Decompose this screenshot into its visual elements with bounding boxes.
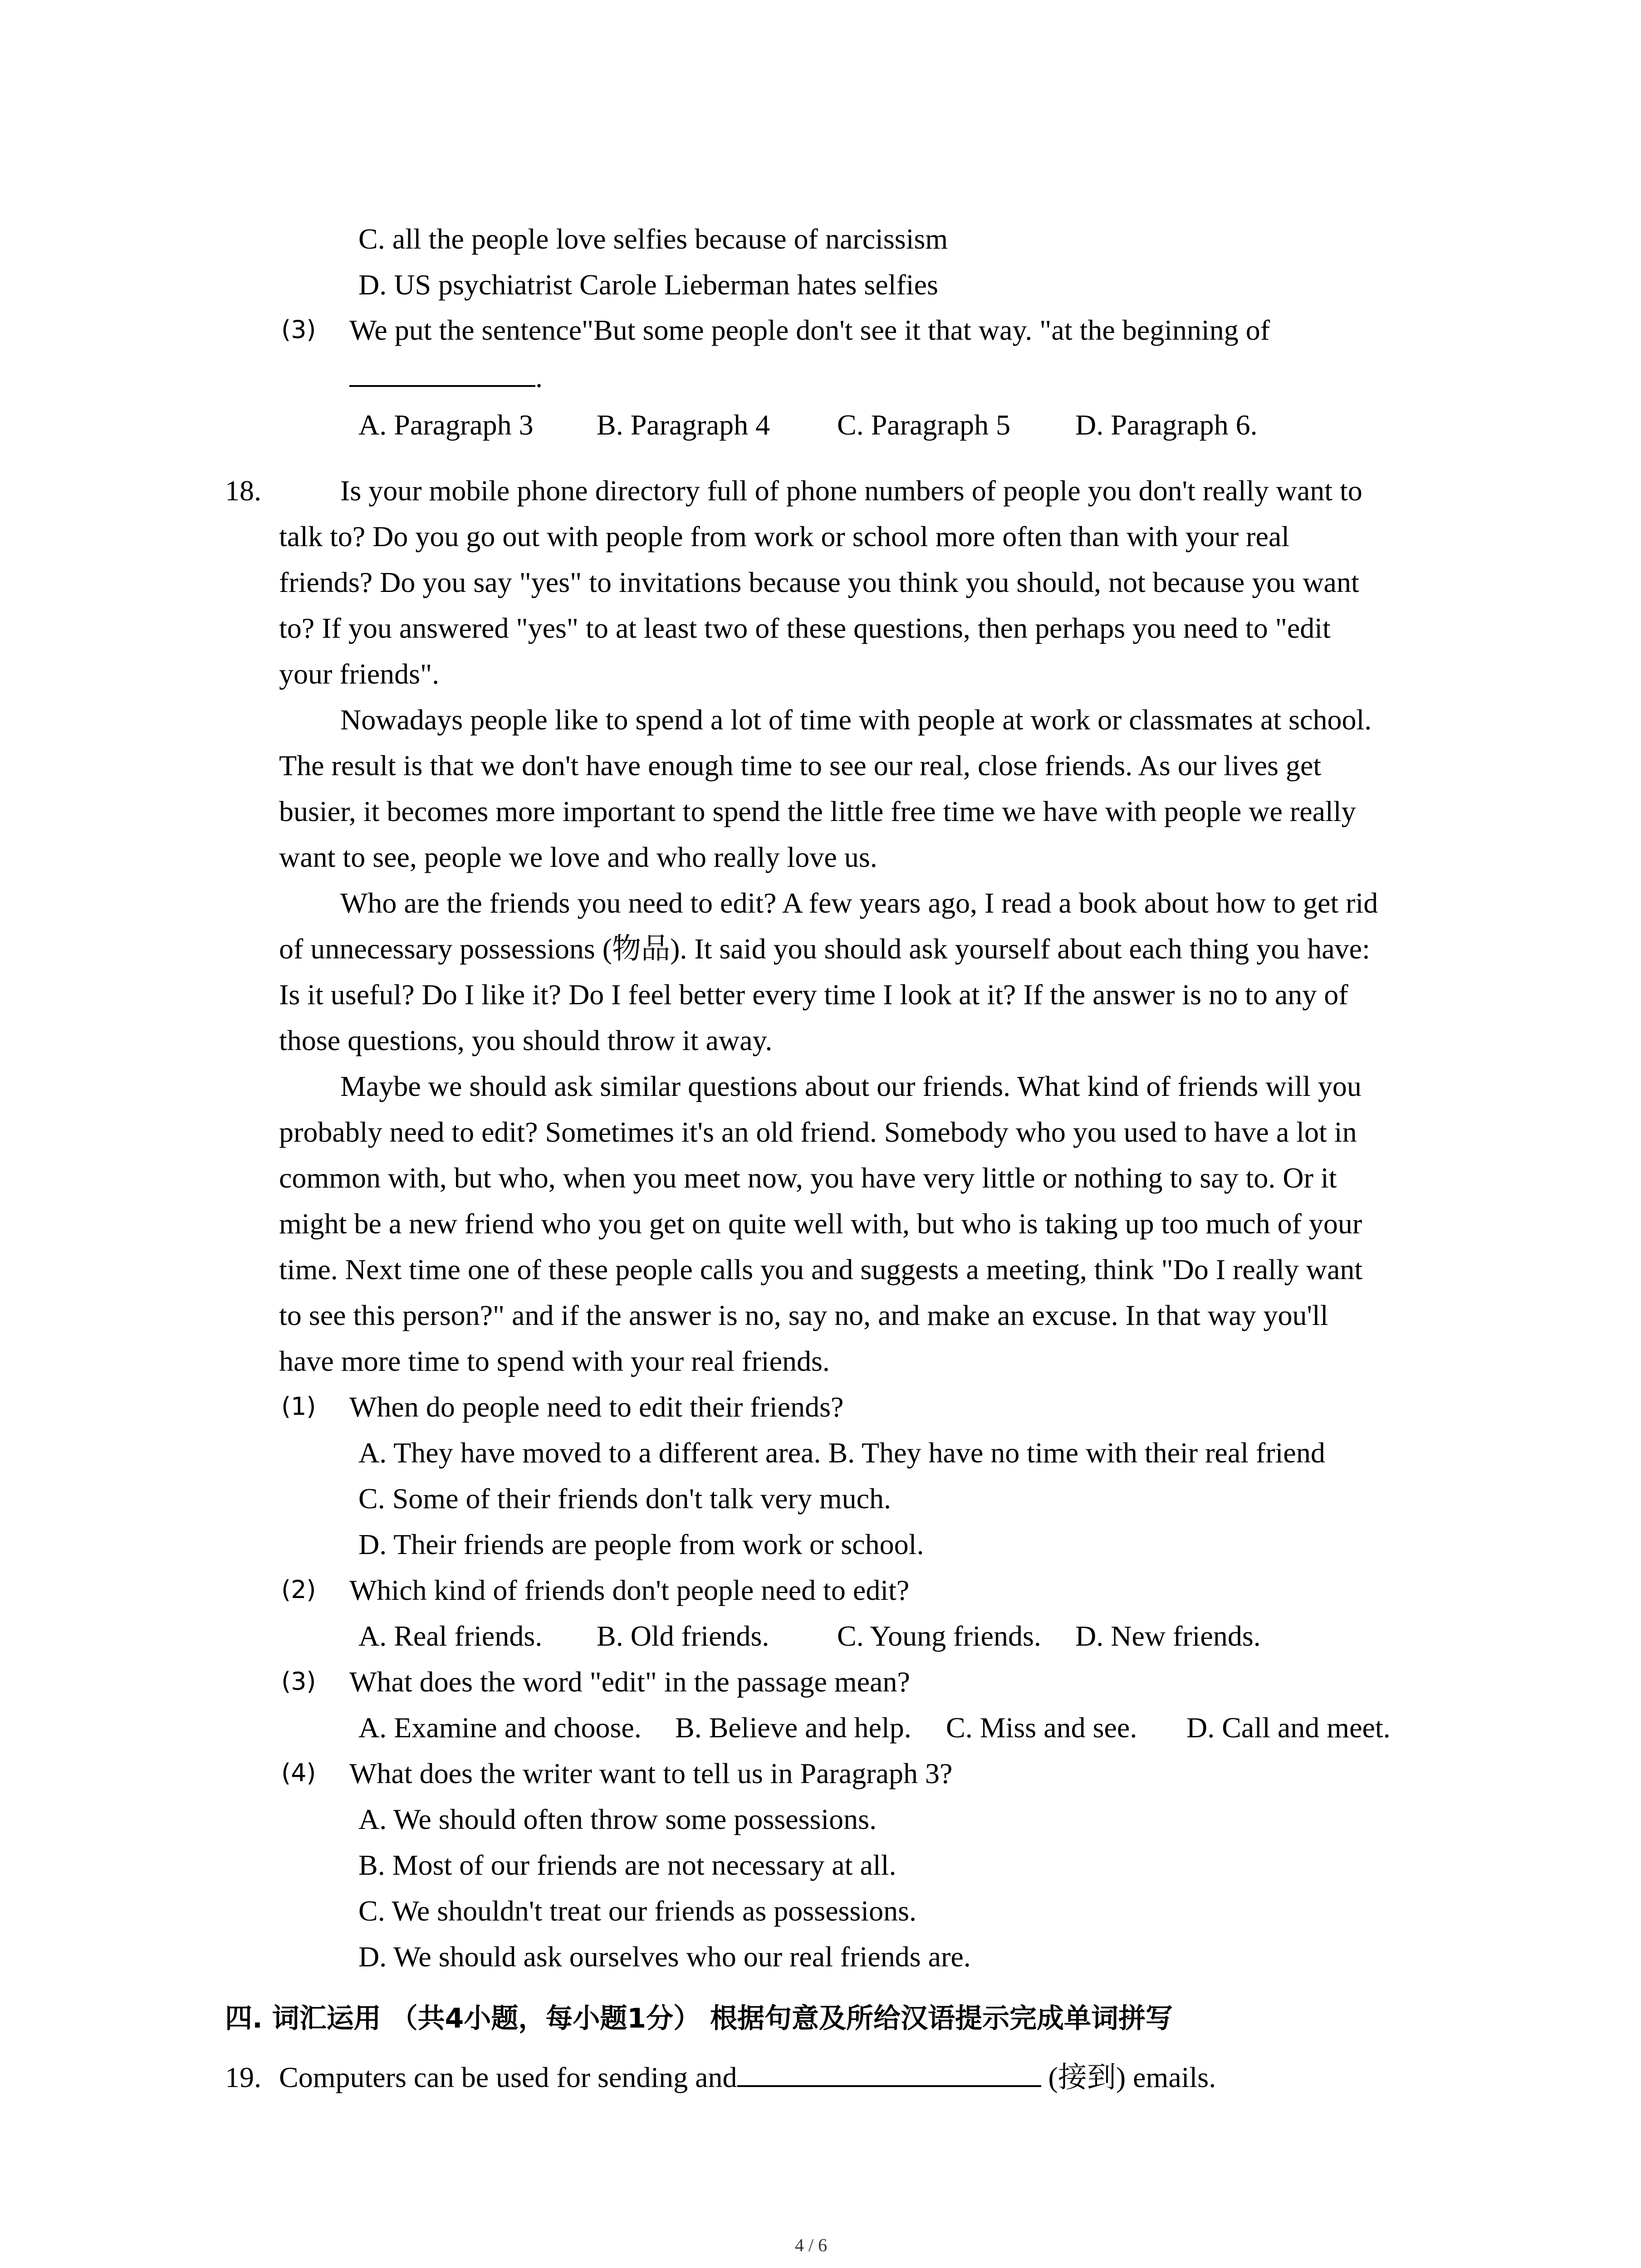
- option-c: C. Paragraph 5: [837, 409, 1011, 441]
- subquestion-number: (3): [281, 1667, 316, 1696]
- option-c: C. Young friends.: [837, 1620, 1041, 1652]
- page-number: 4 / 6: [795, 2235, 828, 2255]
- subquestion-number: (4): [281, 1759, 316, 1787]
- passage-line: want to see, people we love and who really love us.: [279, 841, 877, 873]
- option-a: A. Paragraph 3: [358, 409, 534, 441]
- subquestion-number: (1): [281, 1392, 316, 1421]
- option-d: D. Paragraph 6.: [1075, 409, 1258, 441]
- sentence-start: Computers can be used for sending and: [279, 2061, 737, 2093]
- option-line: B. Most of our friends are not necessary at all.: [358, 1849, 896, 1881]
- passage-line: friends? Do you say "yes" to invitations because you think you should, not because you want: [279, 566, 1359, 598]
- passage-line: Is it useful? Do I like it? Do I feel better every time I look at it? If the answer is no to any of: [279, 978, 1348, 1011]
- question-number: 19.: [225, 2061, 261, 2093]
- passage-line: time. Next time one of these people calls you and suggests a meeting, think "Do I really want: [279, 1253, 1363, 1286]
- subquestion-text: What does the writer want to tell us in Paragraph 3?: [349, 1757, 953, 1789]
- section-heading: 四. 词汇运用 （共4小题，每小题1分） 根据句意及所给汉语提示完成单词拼写: [225, 2003, 1173, 2034]
- passage-line: common with, but who, when you meet now, you have very little or nothing to say to. Or it: [279, 1162, 1337, 1194]
- option-c: C. Miss and see.: [946, 1711, 1137, 1744]
- option-a: A. Examine and choose.: [358, 1711, 642, 1744]
- subquestion-text: We put the sentence"But some people don't see it that way. "at the beginning of: [349, 314, 1270, 346]
- answer-blank-line: [349, 363, 543, 392]
- option-b: B. Paragraph 4: [597, 409, 770, 441]
- subquestion-number: (2): [281, 1575, 316, 1604]
- passage-line: might be a new friend who you get on quite well with, but who is taking up too much of your: [279, 1207, 1362, 1240]
- option-line: C. We shouldn't treat our friends as possessions.: [358, 1895, 916, 1927]
- passage-line: Is your mobile phone directory full of phone numbers of people you don't really want to: [340, 474, 1362, 507]
- option-line: A. They have moved to a different area. B. They have no time with their real friend: [358, 1437, 1325, 1469]
- subquestion-text: When do people need to edit their friends?: [349, 1391, 844, 1423]
- chinese-hint: (接到) emails.: [1048, 2061, 1216, 2093]
- question-number: 18.: [225, 474, 261, 507]
- option-b: B. Believe and help.: [675, 1711, 911, 1744]
- option-d: D. US psychiatrist Carole Lieberman hates selfies: [358, 269, 938, 301]
- passage-line: Who are the friends you need to edit? A few years ago, I read a book about how to get rid: [340, 887, 1378, 919]
- fill-in-sentence: [279, 2063, 1216, 2092]
- option-c: C. all the people love selfies because of narcissism: [358, 223, 948, 255]
- blank-underline: [349, 385, 535, 387]
- option-b: B. Old friends.: [597, 1620, 769, 1652]
- passage-line: to? If you answered "yes" to at least two of these questions, then perhaps you need to "edit: [279, 612, 1331, 644]
- option-line: D. Their friends are people from work or school.: [358, 1528, 924, 1560]
- subquestion-text: Which kind of friends don't people need to edit?: [349, 1574, 910, 1606]
- passage-line: busier, it becomes more important to spend the little free time we have with people we really: [279, 795, 1356, 827]
- option-d: D. Call and meet.: [1186, 1711, 1391, 1744]
- option-a: A. Real friends.: [358, 1620, 543, 1652]
- option-line: D. We should ask ourselves who our real friends are.: [358, 1941, 971, 1973]
- passage-line: to see this person?" and if the answer is no, say no, and make an excuse. In that way you'll: [279, 1299, 1328, 1331]
- passage-line: The result is that we don't have enough time to see our real, close friends. As our lives get: [279, 749, 1322, 782]
- subquestion-number: (3): [281, 315, 316, 344]
- answer-blank[interactable]: [737, 2085, 1041, 2087]
- subquestion-text: What does the word "edit" in the passage mean?: [349, 1666, 910, 1698]
- passage-line: have more time to spend with your real friends.: [279, 1345, 830, 1377]
- passage-line: Nowadays people like to spend a lot of time with people at work or classmates at school.: [340, 704, 1372, 736]
- passage-line: those questions, you should throw it away.: [279, 1024, 773, 1056]
- passage-line: probably need to edit? Sometimes it's an old friend. Somebody who you used to have a lot in: [279, 1116, 1357, 1148]
- passage-line: of unnecessary possessions (物品). It said you should ask yourself about each thing you have:: [279, 933, 1370, 965]
- option-d: D. New friends.: [1075, 1620, 1261, 1652]
- passage-line: your friends".: [279, 658, 440, 690]
- passage-line: talk to? Do you go out with people from work or school more often than with your real: [279, 520, 1290, 552]
- option-line: A. We should often throw some possessions.: [358, 1803, 877, 1835]
- option-line: C. Some of their friends don't talk very much.: [358, 1482, 891, 1515]
- passage-line: Maybe we should ask similar questions about our friends. What kind of friends will you: [340, 1070, 1362, 1102]
- blank-period: .: [535, 361, 543, 393]
